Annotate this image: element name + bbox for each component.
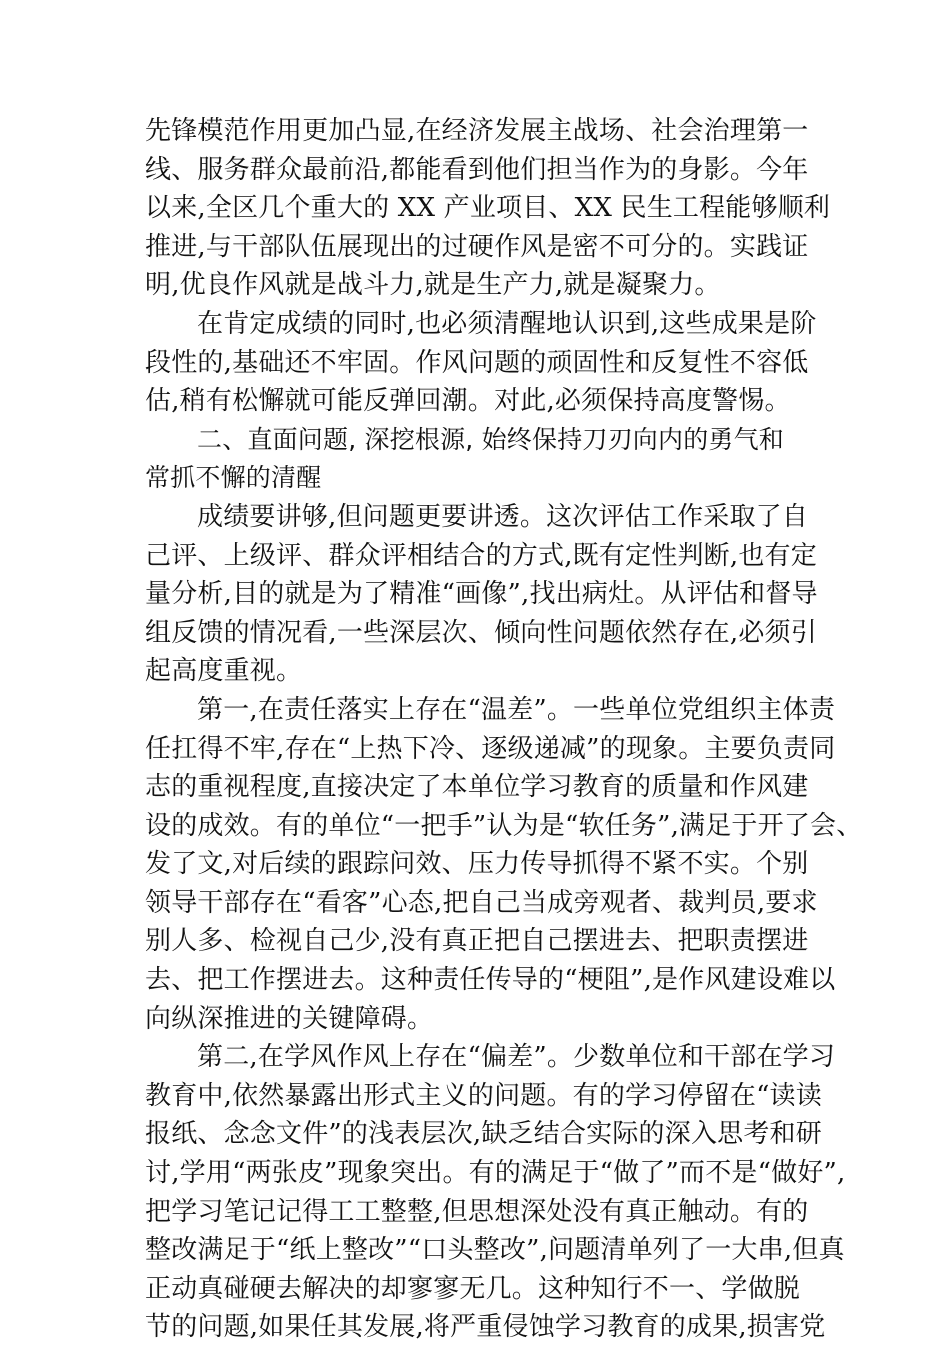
section-heading: 二、直面问题, 深挖根源, 始终保持刀刃向内的勇气和 xyxy=(197,424,784,454)
text-line: 线、服务群众最前沿,都能看到他们担当作为的身影。今年 xyxy=(145,154,809,185)
text-line: 节的问题,如果任其发展,将严重侵蚀学习教育的成果,损害党 xyxy=(145,1312,826,1343)
text-line: 任扛得不牢,存在“上热下冷、逐级递减”的现象。主要负责同 xyxy=(145,733,836,764)
text-line: 量分析,目的就是为了精准“画像”,找出病灶。从评估和督导 xyxy=(145,579,818,610)
paragraph-first-line: 成绩要讲够,但问题更要讲透。这次评估工作采取了自 xyxy=(197,501,809,532)
paragraph-first-line: 第二,在学风作风上存在“偏差”。少数单位和干部在学习 xyxy=(197,1042,836,1073)
text-line: 己评、上级评、群众评相结合的方式,既有定性判断,也有定 xyxy=(145,540,817,571)
section-heading-continued: 常抓不懈的清醒 xyxy=(145,463,322,493)
text-line: 推进,与干部队伍展现出的过硬作风是密不可分的。实践证 xyxy=(145,231,809,262)
text-line: 教育中,依然暴露出形式主义的问题。有的学习停留在“读读 xyxy=(145,1080,822,1111)
text-line: 估,稍有松懈就可能反弹回潮。对此,必须保持高度警惕。 xyxy=(145,386,791,417)
text-line: 以来,全区几个重大的 XX 产业项目、XX 民生工程能够顺利 xyxy=(145,193,831,224)
text-line: 别人多、检视自己少,没有真正把自己摆进去、把职责摆进 xyxy=(145,926,809,957)
paragraph-first-line: 第一,在责任落实上存在“温差”。一些单位党组织主体责 xyxy=(197,694,836,725)
text-line: 报纸、念念文件”的浅表层次,缺乏结合实际的深入思考和研 xyxy=(145,1119,822,1150)
text-line: 去、把工作摆进去。这种责任传导的“梗阻”,是作风建设难以 xyxy=(145,965,836,996)
text-line: 组反馈的情况看,一些深层次、倾向性问题依然存在,必须引 xyxy=(145,617,817,648)
text-line: 领导干部存在“看客”心态,把自己当成旁观者、裁判员,要求 xyxy=(145,887,818,918)
text-line: 发了文,对后续的跟踪问效、压力传导抓得不紧不实。个别 xyxy=(145,849,809,880)
text-line: 段性的,基础还不牢固。作风问题的顽固性和反复性不容低 xyxy=(145,347,809,378)
text-line: 明,优良作风就是战斗力,就是生产力,就是凝聚力。 xyxy=(145,270,721,301)
text-line: 整改满足于“纸上整改”“口头整改”,问题清单列了一大串,但真 xyxy=(145,1235,845,1266)
text-line: 志的重视程度,直接决定了本单位学习教育的质量和作风建 xyxy=(145,772,809,803)
text-line: 讨,学用“两张皮”现象突出。有的满足于“做了”而不是“做好”, xyxy=(145,1158,846,1189)
document-page xyxy=(145,112,863,1347)
text-line: 正动真碰硬去解决的却寥寥无几。这种知行不一、学做脱 xyxy=(145,1273,801,1304)
text-line: 起高度重视。 xyxy=(145,656,303,687)
text-line: 设的成效。有的单位“一把手”认为是“软任务”,满足于开了会、 xyxy=(145,810,863,841)
text-line: 把学习笔记记得工工整整,但思想深处没有真正触动。有的 xyxy=(145,1196,809,1227)
text-line: 先锋模范作用更加凸显,在经济发展主战场、社会治理第一 xyxy=(145,116,809,146)
paragraph-first-line: 在肯定成绩的同时,也必须清醒地认识到,这些成果是阶 xyxy=(197,308,817,339)
text-line: 向纵深推进的关键障碍。 xyxy=(145,1003,434,1034)
